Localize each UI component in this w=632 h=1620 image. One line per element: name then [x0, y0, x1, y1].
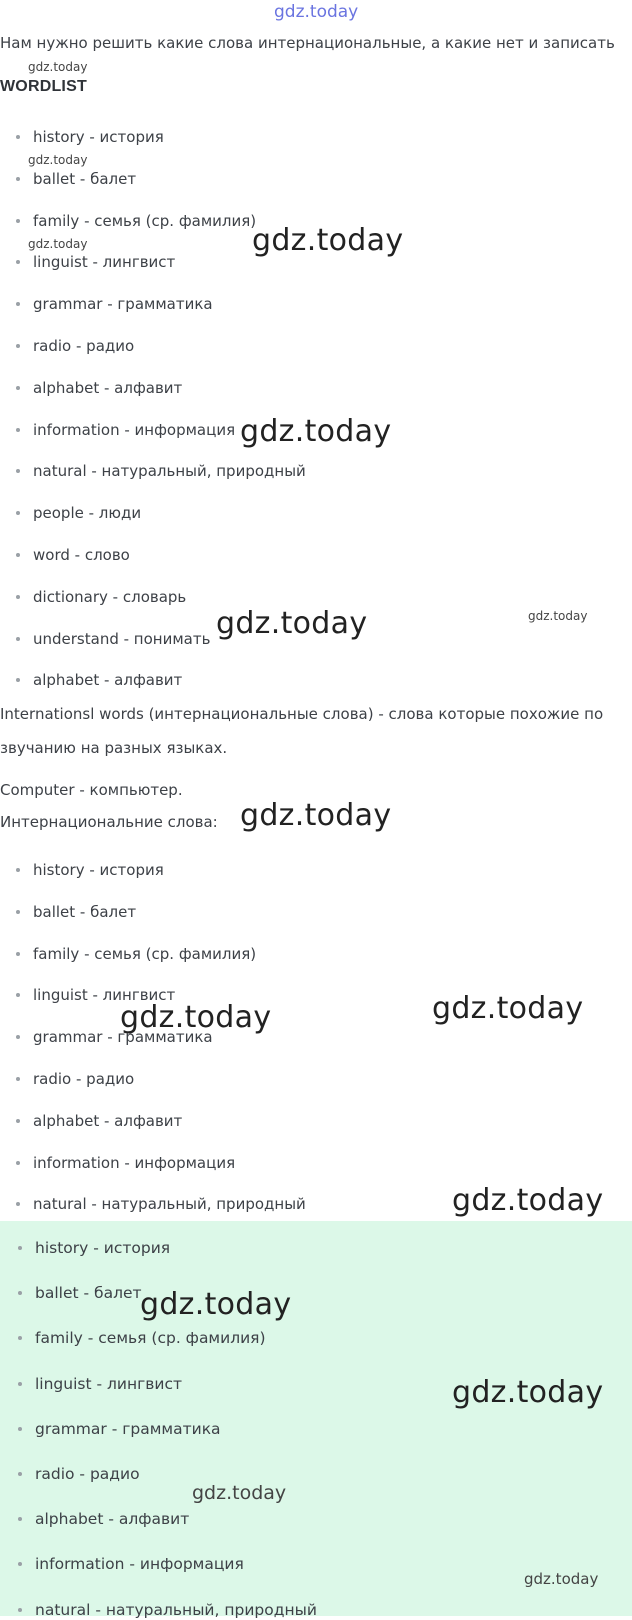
list-item-label: ballet - балет [33, 169, 137, 188]
bullet-icon [16, 595, 20, 599]
watermark-large: gdz.today [120, 1000, 272, 1035]
bullet-icon [16, 260, 20, 264]
bullet-icon [16, 428, 20, 432]
list-item-label: history - история [33, 128, 164, 146]
list-item-label: radio - радио [33, 337, 135, 355]
bullet-icon [16, 219, 20, 223]
bullet-icon [18, 1608, 22, 1612]
list-item-label: family - семья (ср. фамилия) [33, 944, 257, 963]
bullet-icon [18, 1517, 22, 1521]
watermark-large: gdz.today [452, 1375, 604, 1410]
list-item-label: radio - радио [33, 1070, 135, 1088]
list-item-label: natural - натуральный, природный [33, 1195, 306, 1214]
bullet-icon [16, 1077, 20, 1081]
bullet-icon [16, 511, 20, 515]
list-item-label: information - информация [35, 1555, 244, 1574]
watermark-small: gdz.today [28, 60, 88, 74]
watermark-small: gdz.today [28, 153, 88, 167]
list-item-label: radio - радио [35, 1465, 140, 1483]
list-item-label: natural - натуральный, природный [35, 1600, 317, 1619]
bullet-icon [16, 553, 20, 557]
bullet-icon [18, 1382, 22, 1386]
bullet-icon [18, 1562, 22, 1566]
bullet-icon [16, 1119, 20, 1123]
list-item-label: people - люди [33, 504, 142, 523]
list-item-label: word - слово [33, 546, 130, 564]
watermark-large: gdz.today [252, 223, 404, 258]
bullet-icon [16, 135, 20, 139]
list-item-label: grammar - грамматика [35, 1419, 221, 1438]
watermark-large: gdz.today [452, 1183, 604, 1218]
bullet-icon [16, 910, 20, 914]
task-text: Нам нужно решить какие слова интернациональные, а какие нет и записать [0, 34, 615, 52]
explanation-line-1: Internationsl words (интернациональные слова) - слова которые похожие по [0, 705, 604, 723]
list-item-label: linguist - лингвист [33, 986, 176, 1005]
list-item-label: ballet - балет [35, 1284, 142, 1303]
list-item-label: grammar - грамматика [33, 295, 213, 314]
list-item-label: grammar - грамматика [33, 1028, 213, 1047]
watermark-large: gdz.today [240, 798, 392, 833]
watermark-small: gdz.today [28, 237, 88, 251]
bullet-icon [16, 1035, 20, 1039]
bullet-icon [16, 637, 20, 641]
list-item-label: family - семья (ср. фамилия) [33, 211, 257, 230]
bullet-icon [16, 386, 20, 390]
bullet-icon [16, 952, 20, 956]
bullet-icon [18, 1291, 22, 1295]
list-item-label: ballet - балет [33, 902, 137, 921]
bullet-icon [16, 469, 20, 473]
list-item-label: linguist - лингвист [35, 1374, 183, 1393]
list-item-label: natural - натуральный, природный [33, 462, 306, 481]
list-item-label: alphabet - алфавит [33, 378, 183, 397]
highlight-block [0, 1221, 632, 1619]
watermark-large: gdz.today [432, 991, 584, 1026]
bullet-icon [16, 1161, 20, 1165]
bullet-icon [16, 678, 20, 682]
list-item-label: alphabet - алфавит [35, 1510, 190, 1529]
bullet-icon [18, 1246, 22, 1250]
watermark-small: gdz.today [524, 1570, 599, 1588]
watermark-large: gdz.today [240, 414, 392, 449]
wordlist-heading: WORDLIST [0, 78, 87, 95]
list-item-label: dictionary - словарь [33, 587, 187, 606]
watermark-small: gdz.today [528, 609, 588, 623]
list-item-label: history - история [35, 1239, 171, 1257]
explanation-line-2: звучанию на разных языках. [0, 739, 228, 757]
watermark-top: gdz.today [274, 2, 359, 22]
list-item-label: information - информация [33, 1153, 236, 1172]
bullet-icon [16, 177, 20, 181]
bullet-icon [16, 302, 20, 306]
bullet-icon [16, 1202, 20, 1206]
list-item-label: history - история [33, 861, 164, 879]
list-item-label: linguist - лингвист [33, 253, 176, 272]
bullet-icon [18, 1427, 22, 1431]
watermark-large: gdz.today [140, 1287, 292, 1322]
list-item-label: alphabet - алфавит [33, 671, 183, 690]
watermark-medium: gdz.today [192, 1482, 287, 1504]
bullet-icon [16, 868, 20, 872]
list-item-label: information - информация [33, 420, 236, 439]
list-item-label: alphabet - алфавит [33, 1111, 183, 1130]
list-item-label: family - семья (ср. фамилия) [35, 1329, 266, 1348]
bullet-icon [16, 344, 20, 348]
bullet-icon [18, 1472, 22, 1476]
example-text: Computer - компьютер. [0, 781, 183, 799]
watermark-large: gdz.today [216, 606, 368, 641]
bullet-icon [18, 1336, 22, 1340]
bullet-icon [16, 993, 20, 997]
international-subheading: Интернациональние слова: [0, 813, 218, 831]
list-item-label: understand - понимать [33, 629, 211, 648]
